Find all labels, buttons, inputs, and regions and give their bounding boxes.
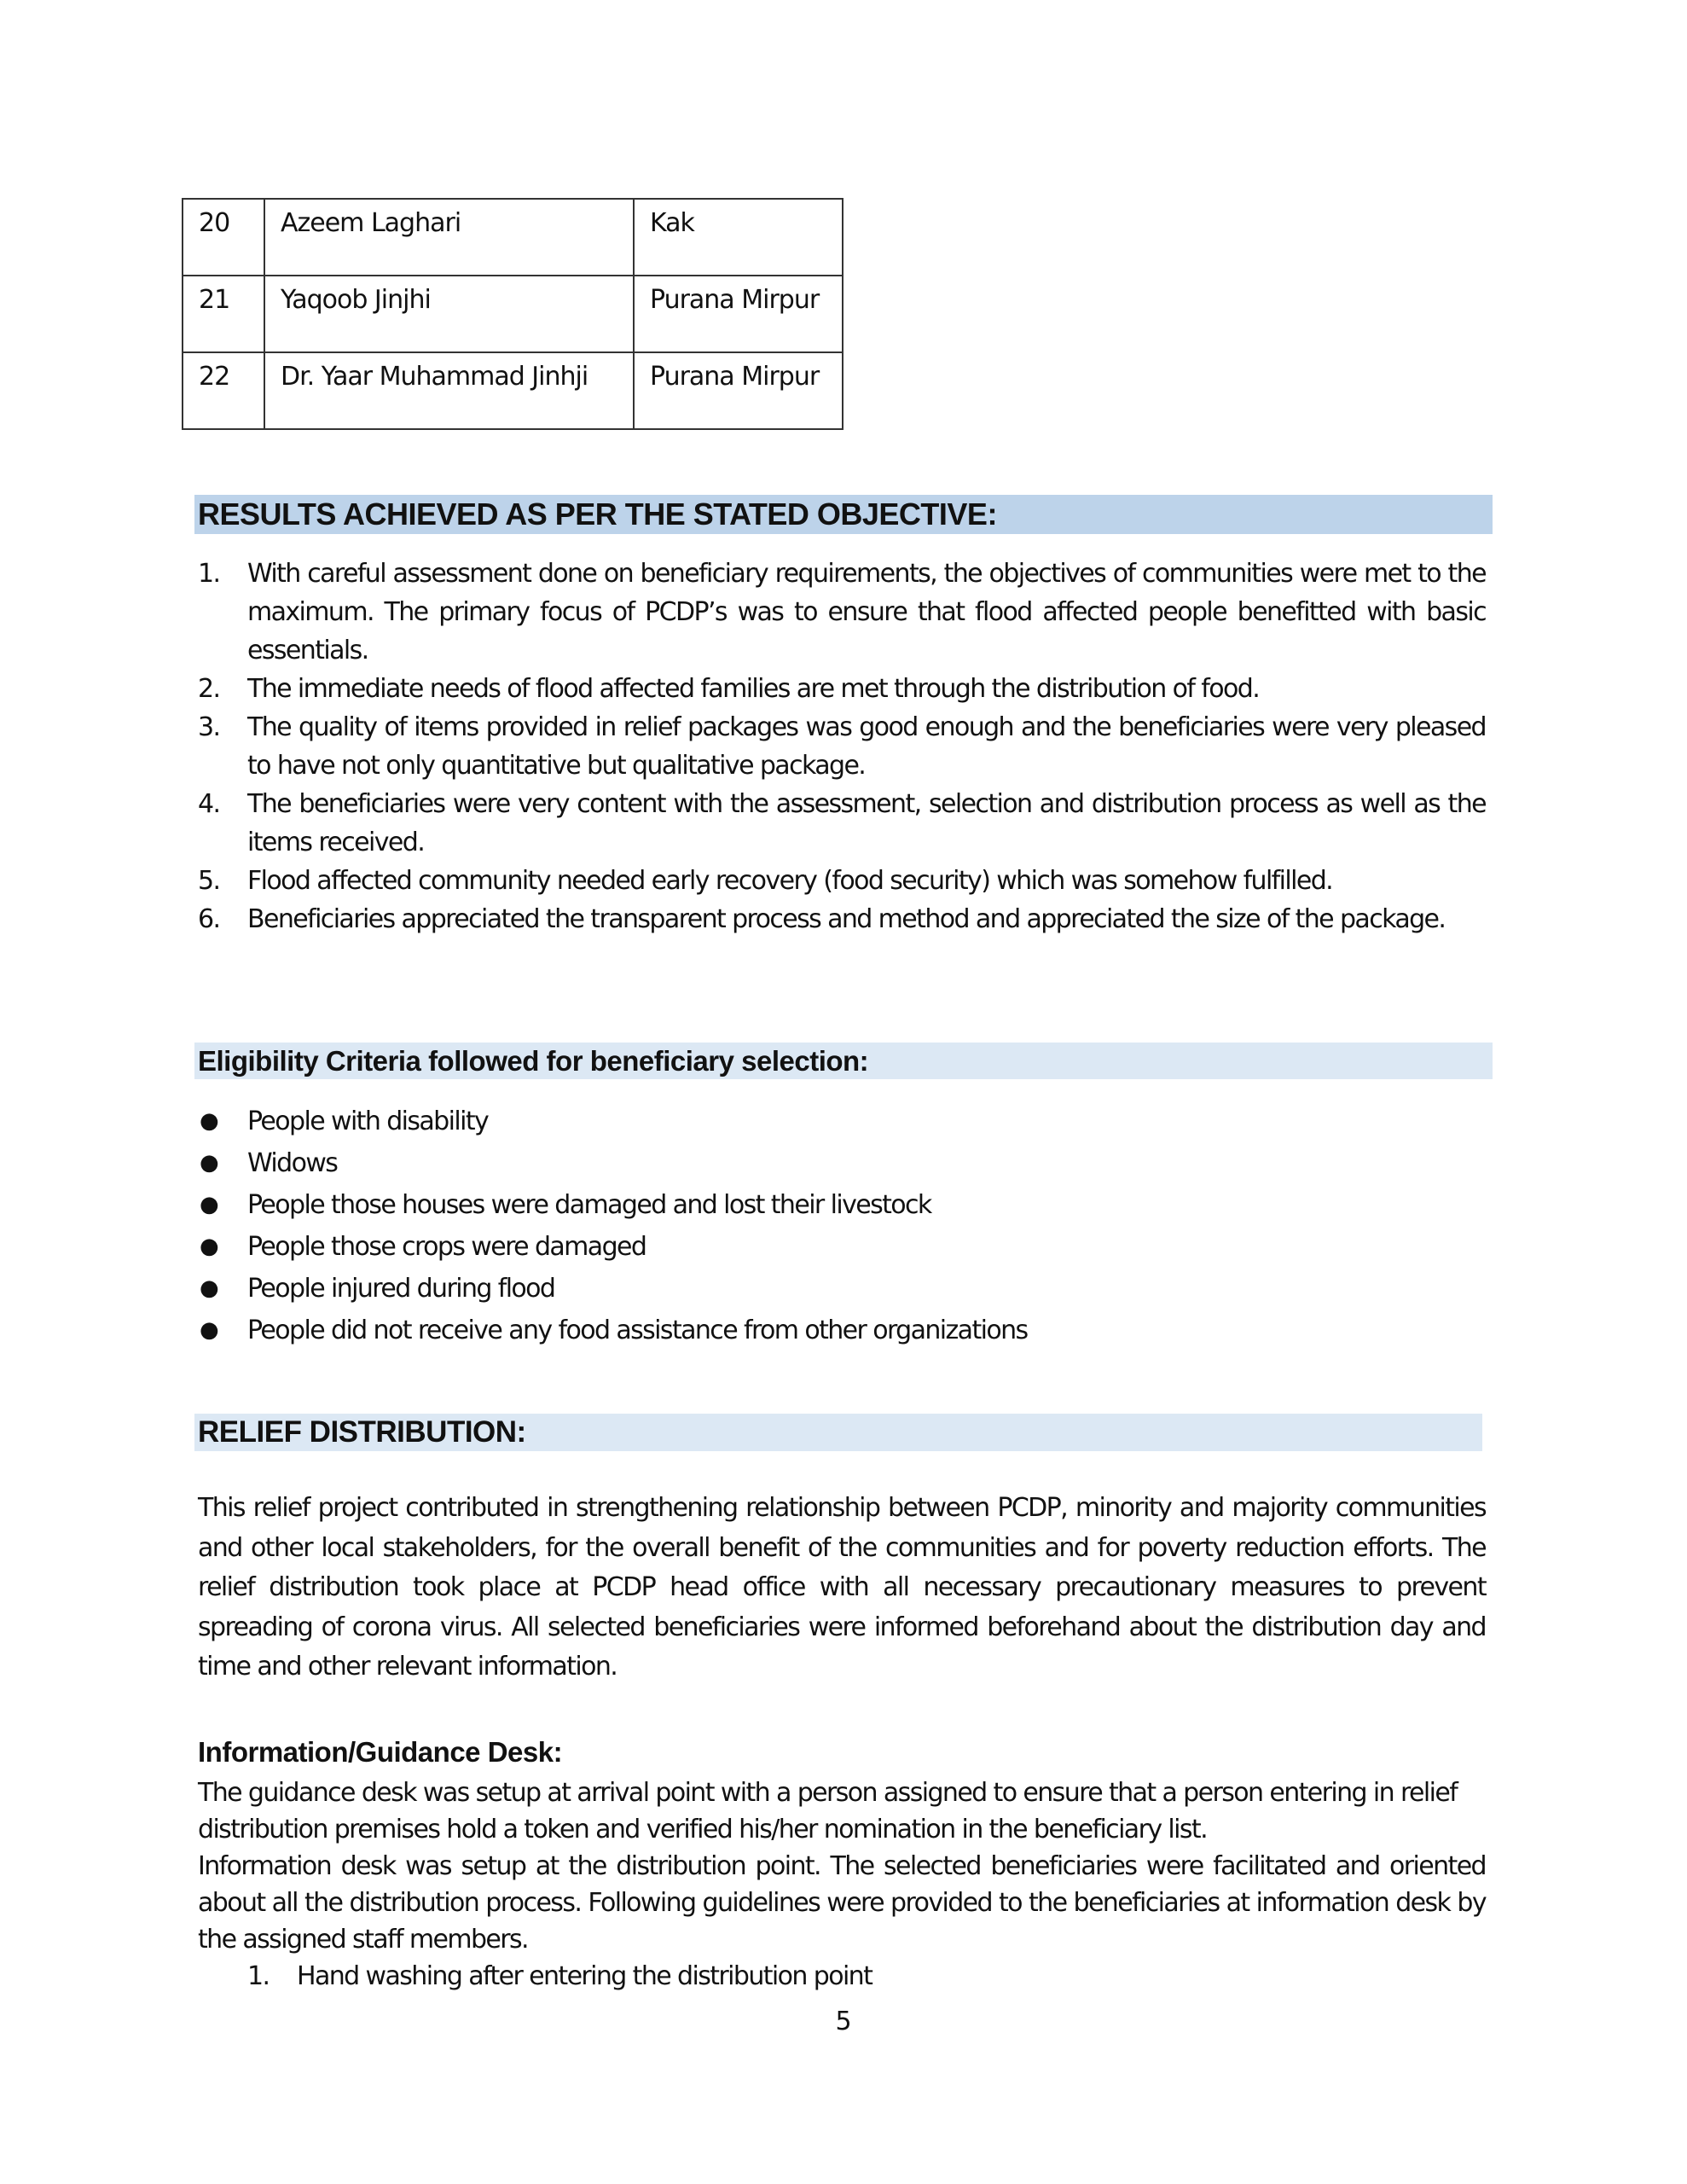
list-item [198,1226,1028,1268]
bullet-icon: ● [200,1108,218,1134]
table-row [183,276,843,352]
list-item [198,1184,1028,1226]
relief-heading: RELIEF DISTRIBUTION: [198,1415,526,1449]
relief-heading-band [194,1414,1482,1451]
list-item-text: People with disability [247,1107,489,1136]
results-heading-band [194,495,1493,534]
list-number: 6. [198,904,220,934]
bullet-icon: ● [200,1192,218,1217]
row-number: 21 [199,285,230,315]
table-row [183,352,843,429]
results-heading: RESULTS ACHIEVED AS PER THE STATED OBJECTIVE: [198,497,997,531]
guidelines-list [247,1958,872,1995]
list-number: 1. [198,559,220,589]
list-item [198,900,1486,938]
beneficiary-location: Purana Mirpur [650,362,820,392]
list-number: 1. [247,1961,270,1991]
table-row [183,199,843,276]
info-desk-paragraph-1: The guidance desk was setup at arrival point with a person assigned to ensure that a person entering in relief distribution premises hold a token and verified his/her nomination in the beneficiary list. [198,1778,1458,1844]
list-item-text: People those crops were damaged [247,1232,646,1262]
list-item [198,1268,1028,1310]
list-item [198,708,1486,785]
bullet-icon: ● [200,1317,218,1343]
list-item [198,862,1486,900]
list-number: 2. [198,674,220,704]
list-item-text: The beneficiaries were very content with the assessment, selection and distribution process as well as the items received. [247,789,1486,857]
row-number: 22 [199,362,230,392]
beneficiary-name: Azeem Laghari [281,208,461,238]
row-number: 20 [199,208,230,238]
list-item-text: The quality of items provided in relief packages was good enough and the beneficiaries were very pleased to have not only quantitative but qualitative package. [247,712,1486,781]
eligibility-list [198,1101,1028,1351]
bullet-icon: ● [200,1275,218,1301]
bullet-icon: ● [200,1150,218,1176]
list-item-text: People injured during flood [247,1274,555,1304]
list-item [198,1310,1028,1351]
bullet-icon: ● [200,1234,218,1259]
list-item-text: With careful assessment done on beneficiary requirements, the objectives of communities were met to the maximum. The primary focus of PCDP’s was to ensure that flood affected people benefitted with basic essentials. [247,559,1486,665]
list-item-text: The immediate needs of flood affected families are met through the distribution of food. [247,674,1260,704]
relief-paragraph: This relief project contributed in strengthening relationship between PCDP, minority and majority communities and other local stakeholders, for the overall benefit of the communities and for poverty reduction efforts. The relief distribution took place at PCDP head office with all necessary precautionary measures to prevent spreading of corona virus. All selected beneficiaries were informed beforehand about the distribution day and time and other relevant information. [198,1493,1486,1682]
list-item-text: Flood affected community needed early recovery (food security) which was somehow fulfilled. [247,866,1333,896]
list-item-text: Hand washing after entering the distribution point [297,1961,872,1991]
info-desk-text [198,1774,1486,1958]
list-number: 5. [198,866,220,896]
list-item [247,1958,872,1995]
beneficiary-name: Dr. Yaar Muhammad Jinhji [281,362,588,392]
eligibility-heading: Eligibility Criteria followed for beneficiary selection: [198,1045,869,1077]
list-item [198,1101,1028,1142]
list-item [198,1142,1028,1184]
beneficiary-location: Kak [650,208,694,238]
list-item-text: People those houses were damaged and lost their livestock [247,1190,931,1220]
beneficiary-table [182,198,844,430]
info-desk-paragraph-2: Information desk was setup at the distribution point. The selected beneficiaries were facilitated and oriented about all the distribution process. Following guidelines were provided to the beneficiaries at information desk by the assigned staff members. [198,1851,1486,1955]
list-number: 4. [198,789,220,819]
beneficiary-name: Yaqoob Jinjhi [281,285,431,315]
list-number: 3. [198,712,220,742]
beneficiary-location: Purana Mirpur [650,285,820,315]
info-desk-heading: Information/Guidance Desk: [198,1736,563,1768]
eligibility-heading-band [194,1043,1493,1079]
list-item [198,555,1486,670]
list-item-text: Widows [247,1148,338,1178]
page-number: 5 [835,2007,852,2036]
list-item [198,670,1486,708]
list-item-text: Beneficiaries appreciated the transparent process and method and appreciated the size of the package. [247,904,1446,934]
list-item [198,785,1486,862]
results-list [198,555,1486,938]
list-item-text: People did not receive any food assistance from other organizations [247,1316,1028,1345]
